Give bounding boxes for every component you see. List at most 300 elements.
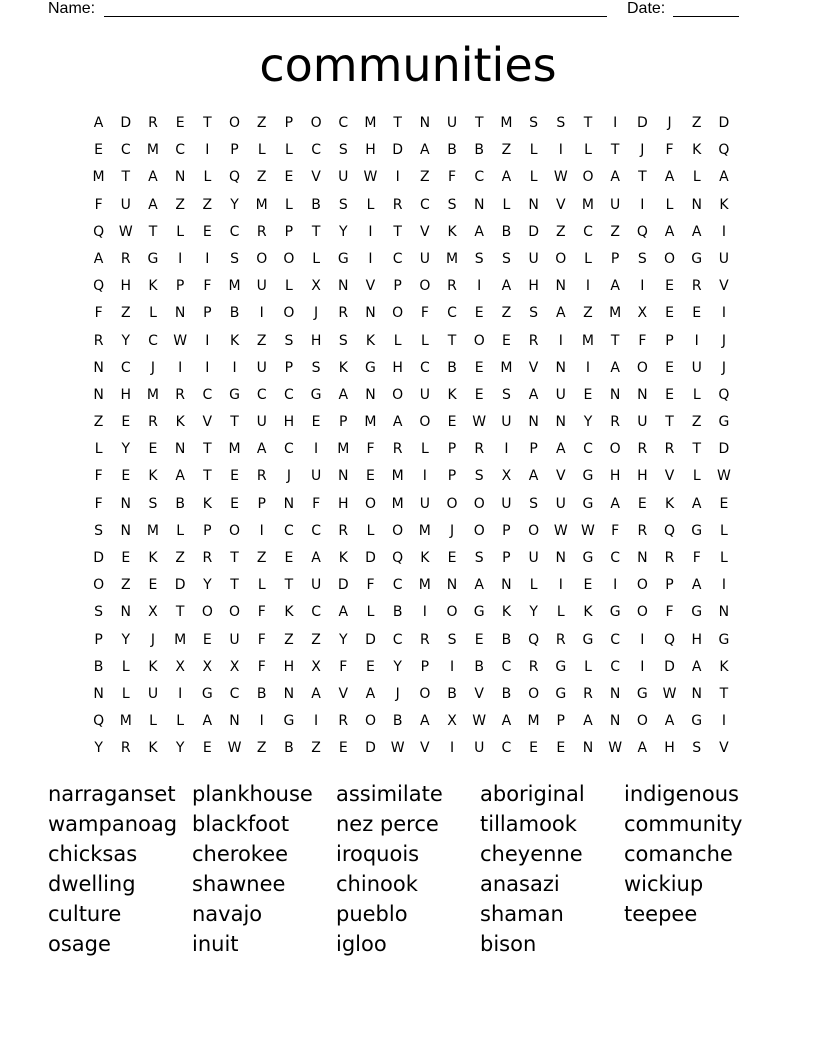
grid-letter[interactable]: Z xyxy=(311,631,321,648)
grid-letter[interactable]: N xyxy=(174,441,186,458)
grid-letter[interactable]: B xyxy=(392,713,403,730)
grid-letter[interactable]: G xyxy=(718,414,730,431)
grid-letter[interactable]: L xyxy=(285,278,293,295)
grid-letter[interactable]: O xyxy=(392,522,404,539)
grid-letter[interactable]: M xyxy=(255,196,268,213)
grid-letter[interactable]: M xyxy=(364,414,377,431)
grid-letter[interactable]: I xyxy=(721,713,726,730)
grid-letter[interactable]: C xyxy=(610,631,621,648)
grid-letter[interactable]: O xyxy=(392,386,404,403)
grid-letter[interactable]: A xyxy=(555,441,566,458)
grid-letter[interactable]: E xyxy=(121,468,131,485)
grid-letter[interactable]: H xyxy=(120,386,132,403)
grid-letter[interactable]: T xyxy=(230,550,239,566)
grid-letter[interactable]: I xyxy=(640,631,645,648)
grid-letter[interactable]: B xyxy=(447,359,457,376)
grid-letter[interactable]: C xyxy=(229,223,240,240)
grid-letter[interactable]: E xyxy=(148,441,158,458)
grid-letter[interactable]: D xyxy=(718,115,730,131)
grid-letter[interactable]: T xyxy=(393,115,402,131)
grid-letter[interactable]: T xyxy=(230,577,239,594)
grid-letter[interactable]: Q xyxy=(718,386,730,403)
grid-letter[interactable]: Y xyxy=(393,658,402,675)
grid-letter[interactable]: D xyxy=(528,223,539,240)
grid-letter[interactable]: A xyxy=(93,250,104,267)
grid-letter[interactable]: S xyxy=(94,604,104,621)
grid-letter[interactable]: J xyxy=(640,142,645,159)
grid-letter[interactable]: V xyxy=(528,359,539,376)
grid-letter[interactable]: V xyxy=(420,740,430,757)
grid-letter[interactable]: U xyxy=(691,359,702,376)
grid-letter[interactable]: S xyxy=(148,495,158,512)
grid-letter[interactable]: A xyxy=(501,278,512,295)
grid-letter[interactable]: K xyxy=(148,468,158,485)
grid-letter[interactable]: N xyxy=(609,685,621,702)
grid-letter[interactable]: O xyxy=(283,305,295,322)
grid-letter[interactable]: O xyxy=(528,685,540,702)
grid-letter[interactable]: Z xyxy=(256,115,267,131)
grid-letter[interactable]: G xyxy=(229,386,240,403)
grid-letter[interactable]: L xyxy=(420,441,429,458)
grid-letter[interactable]: B xyxy=(256,685,267,702)
grid-letter[interactable]: G xyxy=(555,685,567,702)
grid-letter[interactable]: A xyxy=(420,713,430,730)
grid-letter[interactable]: A xyxy=(93,115,104,131)
grid-letter[interactable]: P xyxy=(257,495,266,512)
grid-letter[interactable]: Z xyxy=(583,305,593,322)
grid-letter[interactable]: G xyxy=(691,250,703,267)
grid-letter[interactable]: A xyxy=(256,441,267,458)
grid-letter[interactable]: L xyxy=(393,332,402,349)
grid-letter[interactable]: L xyxy=(257,142,266,159)
grid-letter[interactable]: I xyxy=(422,604,427,621)
grid-letter[interactable]: G xyxy=(473,604,485,621)
grid-letter[interactable]: G xyxy=(636,685,648,702)
grid-letter[interactable]: Q xyxy=(718,142,730,159)
grid-letter[interactable]: L xyxy=(584,250,592,267)
grid-letter[interactable]: C xyxy=(392,250,403,267)
grid-letter[interactable]: W xyxy=(608,740,623,757)
grid-letter[interactable]: Z xyxy=(256,550,267,566)
grid-letter[interactable]: Z xyxy=(284,631,294,648)
grid-letter[interactable]: G xyxy=(365,359,376,376)
grid-letter[interactable]: N xyxy=(528,196,539,213)
grid-letter[interactable]: U xyxy=(256,359,267,376)
grid-letter[interactable]: R xyxy=(93,332,104,349)
grid-letter[interactable]: N xyxy=(691,685,702,702)
grid-letter[interactable]: I xyxy=(585,359,591,376)
grid-letter[interactable]: I xyxy=(449,658,455,675)
grid-letter[interactable]: Y xyxy=(339,223,348,240)
grid-letter[interactable]: C xyxy=(311,522,321,539)
grid-letter[interactable]: A xyxy=(202,713,213,730)
grid-letter[interactable]: S xyxy=(501,250,511,267)
grid-letter[interactable]: N xyxy=(93,359,104,376)
grid-letter[interactable]: F xyxy=(366,577,375,594)
grid-letter[interactable]: W xyxy=(472,414,487,431)
grid-letter[interactable]: D xyxy=(93,550,104,566)
grid-letter[interactable]: V xyxy=(719,278,729,295)
grid-letter[interactable]: F xyxy=(94,495,103,512)
grid-letter[interactable]: O xyxy=(283,250,295,267)
grid-letter[interactable]: P xyxy=(175,278,185,295)
grid-letter[interactable]: U xyxy=(419,386,430,403)
grid-letter[interactable]: U xyxy=(501,495,512,512)
grid-letter[interactable]: T xyxy=(230,414,239,431)
grid-letter[interactable]: U xyxy=(120,196,131,213)
grid-letter[interactable]: W xyxy=(227,740,242,757)
grid-letter[interactable]: O xyxy=(636,713,648,730)
grid-letter[interactable]: L xyxy=(556,604,565,621)
grid-letter[interactable]: C xyxy=(284,441,294,458)
grid-letter[interactable]: I xyxy=(368,250,373,267)
grid-letter[interactable]: G xyxy=(201,685,213,702)
grid-letter[interactable]: D xyxy=(636,115,648,131)
grid-letter[interactable]: J xyxy=(721,359,726,376)
grid-letter[interactable]: R xyxy=(148,115,158,131)
grid-letter[interactable]: P xyxy=(420,658,430,675)
grid-letter[interactable]: A xyxy=(664,169,675,186)
grid-letter[interactable]: E xyxy=(474,386,484,403)
grid-letter[interactable]: E xyxy=(556,740,566,757)
grid-letter[interactable]: M xyxy=(119,713,132,730)
grid-letter[interactable]: B xyxy=(284,740,294,757)
grid-letter[interactable]: C xyxy=(419,196,430,213)
grid-letter[interactable]: H xyxy=(691,631,702,648)
grid-letter[interactable]: O xyxy=(419,278,431,295)
grid-letter[interactable]: E xyxy=(202,740,212,757)
grid-letter[interactable]: U xyxy=(446,115,458,131)
grid-letter[interactable]: O xyxy=(364,495,376,512)
grid-letter[interactable]: P xyxy=(203,305,212,322)
grid-letter[interactable]: P xyxy=(665,332,674,349)
grid-letter[interactable]: G xyxy=(691,522,703,539)
grid-letter[interactable]: I xyxy=(259,522,264,539)
grid-letter[interactable]: M xyxy=(146,386,160,403)
grid-letter[interactable]: O xyxy=(446,495,458,512)
grid-letter[interactable]: L xyxy=(502,196,511,213)
grid-letter[interactable]: L xyxy=(529,169,538,186)
grid-letter[interactable]: I xyxy=(314,441,319,458)
grid-letter[interactable]: U xyxy=(555,495,566,512)
grid-letter[interactable]: Z xyxy=(93,414,104,431)
grid-letter[interactable]: P xyxy=(284,359,294,376)
grid-letter[interactable]: I xyxy=(205,142,210,159)
grid-letter[interactable]: K xyxy=(719,196,729,213)
grid-letter[interactable]: D xyxy=(365,550,376,566)
grid-letter[interactable]: B xyxy=(311,196,321,213)
grid-letter[interactable]: K xyxy=(420,550,430,566)
grid-letter[interactable]: C xyxy=(447,305,457,322)
grid-letter[interactable]: A xyxy=(528,386,539,403)
grid-letter[interactable]: I xyxy=(613,577,618,594)
grid-letter[interactable]: J xyxy=(449,522,455,539)
grid-letter[interactable]: N xyxy=(365,386,376,403)
grid-letter[interactable]: F xyxy=(611,522,620,539)
grid-letter[interactable]: O xyxy=(473,522,485,539)
grid-letter[interactable]: S xyxy=(94,522,104,539)
grid-letter[interactable]: W xyxy=(716,468,731,485)
grid-letter[interactable]: E xyxy=(474,305,484,322)
grid-letter[interactable]: L xyxy=(94,441,103,458)
grid-letter[interactable]: G xyxy=(555,658,567,675)
grid-letter[interactable]: Z xyxy=(501,305,512,322)
grid-letter[interactable]: B xyxy=(501,685,512,702)
grid-letter[interactable]: W xyxy=(553,522,568,539)
grid-letter[interactable]: U xyxy=(528,250,539,267)
grid-letter[interactable]: Z xyxy=(175,550,185,566)
grid-letter[interactable]: C xyxy=(229,685,240,702)
grid-letter[interactable]: D xyxy=(174,577,186,594)
grid-letter[interactable]: I xyxy=(205,359,210,376)
grid-letter[interactable]: D xyxy=(392,142,404,159)
grid-letter[interactable]: E xyxy=(366,658,375,675)
grid-letter[interactable]: G xyxy=(582,468,594,485)
grid-letter[interactable]: I xyxy=(613,115,618,131)
grid-letter[interactable]: M xyxy=(500,359,513,376)
grid-letter[interactable]: L xyxy=(312,250,320,267)
grid-letter[interactable]: N xyxy=(582,740,594,757)
grid-letter[interactable]: C xyxy=(583,223,593,240)
grid-letter[interactable]: N xyxy=(283,495,295,512)
grid-letter[interactable]: I xyxy=(205,250,210,267)
grid-letter[interactable]: T xyxy=(203,468,212,485)
grid-letter[interactable]: O xyxy=(636,604,648,621)
grid-letter[interactable]: D xyxy=(365,740,376,757)
grid-letter[interactable]: M xyxy=(609,305,622,322)
grid-letter[interactable]: A xyxy=(664,713,675,730)
grid-letter[interactable]: T xyxy=(583,115,593,131)
grid-letter[interactable]: D xyxy=(120,115,132,131)
grid-letter[interactable]: O xyxy=(473,495,485,512)
grid-letter[interactable]: J xyxy=(150,359,156,376)
grid-letter[interactable]: A xyxy=(610,169,620,186)
grid-letter[interactable]: U xyxy=(419,250,430,267)
grid-letter[interactable]: R xyxy=(664,441,675,458)
grid-letter[interactable]: P xyxy=(94,631,103,648)
grid-letter[interactable]: R xyxy=(474,441,485,458)
grid-letter[interactable]: N xyxy=(637,550,648,566)
grid-letter[interactable]: O xyxy=(473,332,485,349)
grid-letter[interactable]: Z xyxy=(256,169,267,186)
grid-letter[interactable]: S xyxy=(284,332,294,349)
grid-letter[interactable]: X xyxy=(311,658,321,675)
grid-letter[interactable]: L xyxy=(176,713,185,730)
grid-letter[interactable]: K xyxy=(692,142,702,159)
grid-letter[interactable]: C xyxy=(284,386,294,403)
grid-letter[interactable]: F xyxy=(366,441,375,458)
grid-letter[interactable]: I xyxy=(422,468,427,485)
grid-letter[interactable]: L xyxy=(692,169,701,186)
grid-letter[interactable]: O xyxy=(419,685,431,702)
grid-letter[interactable]: H xyxy=(365,142,376,159)
grid-letter[interactable]: S xyxy=(501,386,511,403)
grid-letter[interactable]: M xyxy=(418,522,431,539)
grid-letter[interactable]: S xyxy=(529,495,539,512)
grid-letter[interactable]: N xyxy=(419,115,431,131)
grid-letter[interactable]: A xyxy=(148,169,158,186)
grid-letter[interactable]: Q xyxy=(636,223,648,240)
grid-letter[interactable]: N xyxy=(609,713,621,730)
grid-letter[interactable]: N xyxy=(691,196,702,213)
grid-letter[interactable]: W xyxy=(363,169,378,186)
grid-letter[interactable]: R xyxy=(338,713,349,730)
grid-letter[interactable]: Q xyxy=(229,169,241,186)
grid-letter[interactable]: A xyxy=(365,685,376,702)
grid-letter[interactable]: L xyxy=(529,142,538,159)
grid-letter[interactable]: T xyxy=(121,169,131,186)
grid-letter[interactable]: W xyxy=(553,169,568,186)
grid-letter[interactable]: X xyxy=(148,604,158,621)
grid-letter[interactable]: Y xyxy=(121,332,131,349)
grid-letter[interactable]: X xyxy=(501,468,512,485)
grid-letter[interactable]: H xyxy=(120,278,132,295)
grid-letter[interactable]: H xyxy=(528,278,539,295)
grid-letter[interactable]: B xyxy=(447,685,457,702)
grid-letter[interactable]: V xyxy=(338,685,349,702)
grid-letter[interactable]: V xyxy=(555,468,566,485)
grid-letter[interactable]: I xyxy=(558,332,563,349)
date-blank-line[interactable] xyxy=(673,16,739,17)
grid-letter[interactable]: F xyxy=(257,604,266,621)
grid-letter[interactable]: U xyxy=(528,550,539,566)
grid-letter[interactable]: K xyxy=(202,495,212,512)
grid-letter[interactable]: T xyxy=(393,223,402,240)
grid-letter[interactable]: S xyxy=(692,740,702,757)
grid-letter[interactable]: J xyxy=(150,631,156,648)
grid-letter[interactable]: N xyxy=(555,550,567,566)
grid-letter[interactable]: A xyxy=(719,169,729,186)
grid-letter[interactable]: L xyxy=(176,223,185,240)
grid-letter[interactable]: X xyxy=(175,658,185,675)
grid-letter[interactable]: I xyxy=(558,142,563,159)
grid-letter[interactable]: C xyxy=(392,631,403,648)
grid-letter[interactable]: N xyxy=(174,169,186,186)
grid-letter[interactable]: B xyxy=(474,658,485,675)
grid-letter[interactable]: M xyxy=(418,577,431,594)
grid-letter[interactable]: P xyxy=(610,250,620,267)
grid-letter[interactable]: Y xyxy=(121,631,131,648)
grid-letter[interactable]: I xyxy=(694,332,699,349)
grid-letter[interactable]: Q xyxy=(93,223,105,240)
grid-letter[interactable]: O xyxy=(310,115,322,131)
grid-letter[interactable]: I xyxy=(721,223,726,240)
grid-letter[interactable]: S xyxy=(474,250,484,267)
grid-letter[interactable]: R xyxy=(120,740,131,757)
grid-letter[interactable]: R xyxy=(256,223,267,240)
grid-letter[interactable]: A xyxy=(501,713,512,730)
grid-letter[interactable]: H xyxy=(338,495,349,512)
grid-letter[interactable]: W xyxy=(390,740,405,757)
grid-letter[interactable]: E xyxy=(529,740,539,757)
grid-letter[interactable]: A xyxy=(610,495,620,512)
grid-letter[interactable]: G xyxy=(582,550,594,566)
grid-letter[interactable]: F xyxy=(203,278,212,295)
grid-letter[interactable]: T xyxy=(692,441,701,458)
grid-letter[interactable]: N xyxy=(528,414,539,431)
grid-letter[interactable]: T xyxy=(447,332,457,349)
grid-letter[interactable]: M xyxy=(391,468,404,485)
grid-letter[interactable]: F xyxy=(94,196,103,213)
grid-letter[interactable]: B xyxy=(175,495,185,512)
grid-letter[interactable]: L xyxy=(285,142,293,159)
grid-letter[interactable]: I xyxy=(640,278,645,295)
grid-letter[interactable]: P xyxy=(665,577,674,594)
grid-letter[interactable]: Z xyxy=(120,305,131,322)
grid-letter[interactable]: K xyxy=(664,495,675,512)
grid-letter[interactable]: U xyxy=(501,414,512,431)
grid-letter[interactable]: E xyxy=(311,414,321,431)
grid-letter[interactable]: H xyxy=(283,658,295,675)
grid-letter[interactable]: G xyxy=(582,631,594,648)
grid-letter[interactable]: A xyxy=(148,196,158,213)
grid-letter[interactable]: A xyxy=(583,713,593,730)
grid-letter[interactable]: Z xyxy=(691,115,702,131)
grid-letter[interactable]: I xyxy=(314,713,319,730)
grid-letter[interactable]: L xyxy=(420,332,429,349)
grid-letter[interactable]: E xyxy=(583,386,593,403)
grid-letter[interactable]: T xyxy=(665,414,674,431)
grid-letter[interactable]: S xyxy=(474,468,484,485)
grid-letter[interactable]: L xyxy=(121,685,130,702)
grid-letter[interactable]: K xyxy=(229,332,240,349)
grid-letter[interactable]: M xyxy=(174,631,187,648)
grid-letter[interactable]: W xyxy=(472,713,487,730)
grid-letter[interactable]: E xyxy=(583,577,593,594)
grid-letter[interactable]: G xyxy=(691,604,703,621)
grid-letter[interactable]: C xyxy=(501,658,512,675)
grid-letter[interactable]: D xyxy=(337,577,349,594)
grid-letter[interactable]: H xyxy=(637,468,648,485)
grid-letter[interactable]: Q xyxy=(664,522,676,539)
grid-letter[interactable]: K xyxy=(148,550,158,566)
grid-letter[interactable]: Y xyxy=(175,740,185,757)
grid-letter[interactable]: L xyxy=(366,522,375,539)
grid-letter[interactable]: N xyxy=(229,713,240,730)
grid-letter[interactable]: B xyxy=(447,142,457,159)
grid-letter[interactable]: K xyxy=(501,604,511,621)
grid-letter[interactable]: I xyxy=(504,441,509,458)
grid-letter[interactable]: O xyxy=(446,604,458,621)
grid-letter[interactable]: Q xyxy=(664,631,676,648)
grid-letter[interactable]: C xyxy=(311,604,321,621)
grid-letter[interactable]: E xyxy=(501,332,511,349)
grid-letter[interactable]: B xyxy=(501,631,512,648)
grid-letter[interactable]: R xyxy=(583,685,593,702)
grid-letter[interactable]: I xyxy=(585,278,591,295)
grid-letter[interactable]: K xyxy=(148,658,158,675)
grid-letter[interactable]: D xyxy=(718,441,730,458)
grid-letter[interactable]: I xyxy=(477,278,482,295)
grid-letter[interactable]: P xyxy=(284,115,294,131)
grid-letter[interactable]: N xyxy=(120,522,132,539)
grid-letter[interactable]: A xyxy=(501,169,512,186)
grid-letter[interactable]: C xyxy=(311,142,321,159)
grid-letter[interactable]: Z xyxy=(202,196,213,213)
grid-letter[interactable]: E xyxy=(447,550,457,566)
grid-letter[interactable]: O xyxy=(229,115,241,131)
grid-letter[interactable]: S xyxy=(474,550,484,566)
grid-letter[interactable]: Y xyxy=(230,196,239,213)
grid-letter[interactable]: I xyxy=(178,685,183,702)
grid-letter[interactable]: N xyxy=(473,196,485,213)
grid-letter[interactable]: S xyxy=(447,631,457,648)
grid-letter[interactable]: A xyxy=(338,604,349,621)
grid-letter[interactable]: O xyxy=(201,604,213,621)
grid-letter[interactable]: J xyxy=(286,468,291,485)
grid-letter[interactable]: I xyxy=(259,305,264,322)
grid-letter[interactable]: E xyxy=(230,495,239,512)
